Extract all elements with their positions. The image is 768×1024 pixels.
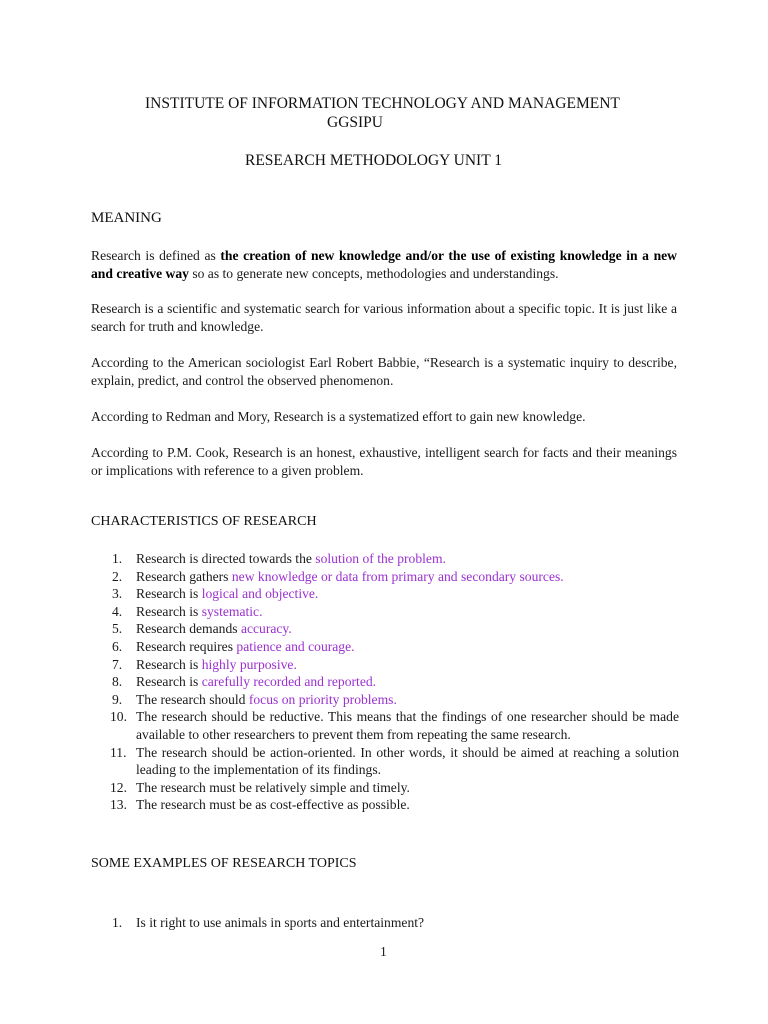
list-text: Research is xyxy=(136,656,202,672)
list-number: 12. xyxy=(110,779,127,795)
list-item xyxy=(91,691,679,709)
page-number: 1 xyxy=(380,944,387,959)
list-number: 1. xyxy=(112,915,123,930)
list-highlight: systematic. xyxy=(201,603,263,619)
meaning-paragraph-4: According to Redman and Mory, Research is a systematized effort to gain new knowledge. xyxy=(91,409,586,424)
list-item xyxy=(91,744,679,779)
list-item xyxy=(91,568,679,586)
list-item xyxy=(91,550,679,568)
list-highlight: logical and objective. xyxy=(201,586,319,602)
list-item xyxy=(91,673,679,691)
list-item xyxy=(91,914,679,932)
examples-list xyxy=(91,914,679,932)
list-item xyxy=(91,708,679,743)
list-item xyxy=(91,620,679,638)
list-number: 3. xyxy=(112,586,123,602)
list-number: 13. xyxy=(110,797,127,813)
list-text: The research should be reductive. This means that the findings of one researcher should be made available to other researchers to prevent them from repeating the same research. xyxy=(136,709,679,742)
list-text: Is it right to use animals in sports and entertainment? xyxy=(136,915,425,930)
list-text: Research is xyxy=(136,674,202,690)
characteristics-heading: CHARACTERISTICS OF RESEARCH xyxy=(91,514,317,529)
list-text: The research should be action-oriented. In other words, it should be aimed at reaching a solution leading to the implementation of its findings. xyxy=(136,744,679,778)
meaning-p1-pre: Research is defined as xyxy=(91,248,221,263)
meaning-p1-post: so as to generate new concepts, methodologies and understandings. xyxy=(188,266,559,281)
list-number: 9. xyxy=(112,691,123,707)
list-highlight: focus on priority problems. xyxy=(248,691,397,707)
list-text: Research demands xyxy=(136,621,241,637)
university-name: GGSIPU xyxy=(327,114,383,131)
list-text: Research gathers xyxy=(136,568,232,584)
list-item xyxy=(91,656,679,674)
list-number: 10. xyxy=(110,709,127,725)
meaning-paragraph-1 xyxy=(91,247,677,283)
list-number: 5. xyxy=(112,621,123,637)
list-item xyxy=(91,796,679,814)
list-item xyxy=(91,585,679,603)
list-highlight: new knowledge or data from primary and secondary sources. xyxy=(231,568,564,584)
list-number: 2. xyxy=(112,568,123,584)
list-number: 4. xyxy=(112,603,123,619)
list-item xyxy=(91,779,679,797)
meaning-p1-bold: the creation of new knowledge and/or the use of existing knowledge in a new and creative way xyxy=(91,248,677,281)
list-text: The research should xyxy=(136,691,249,707)
meaning-paragraph-2: Research is a scientific and systematic search for various information about a specific topic. It is just like a search for truth and knowledge. xyxy=(91,301,677,334)
characteristics-list xyxy=(91,550,679,814)
list-highlight: accuracy. xyxy=(240,621,292,637)
list-text: The research must be relatively simple and timely. xyxy=(136,779,410,795)
list-highlight: highly purposive. xyxy=(201,656,297,672)
list-text: Research requires xyxy=(136,638,237,654)
meaning-paragraph-5: According to P.M. Cook, Research is an honest, exhaustive, intelligent search for facts and their meanings or implications with reference to a given problem. xyxy=(91,445,677,478)
examples-heading: SOME EXAMPLES OF RESEARCH TOPICS xyxy=(91,856,357,871)
list-text: Research is xyxy=(136,586,202,602)
list-number: 6. xyxy=(112,638,123,654)
meaning-paragraph-3: According to the American sociologist Earl Robert Babbie, “Research is a systematic inquiry to describe, explain, predict, and control the observed phenomenon. xyxy=(91,355,677,388)
list-highlight: carefully recorded and reported. xyxy=(201,674,377,690)
institute-name: INSTITUTE OF INFORMATION TECHNOLOGY AND MANAGEMENT xyxy=(145,95,620,112)
list-text: Research is xyxy=(136,603,202,619)
list-text: The research must be as cost-effective as possible. xyxy=(136,797,410,813)
list-highlight: patience and courage. xyxy=(236,638,355,654)
list-number: 8. xyxy=(112,674,123,690)
list-number: 1. xyxy=(112,551,123,566)
list-number: 11. xyxy=(110,744,127,760)
document-title: RESEARCH METHODOLOGY UNIT 1 xyxy=(245,152,503,169)
list-number: 7. xyxy=(112,656,123,672)
list-item xyxy=(91,638,679,656)
meaning-heading: MEANING xyxy=(91,210,162,226)
list-highlight: solution of the problem. xyxy=(315,551,446,566)
list-item xyxy=(91,603,679,621)
list-text: Research is directed towards the xyxy=(136,551,316,566)
